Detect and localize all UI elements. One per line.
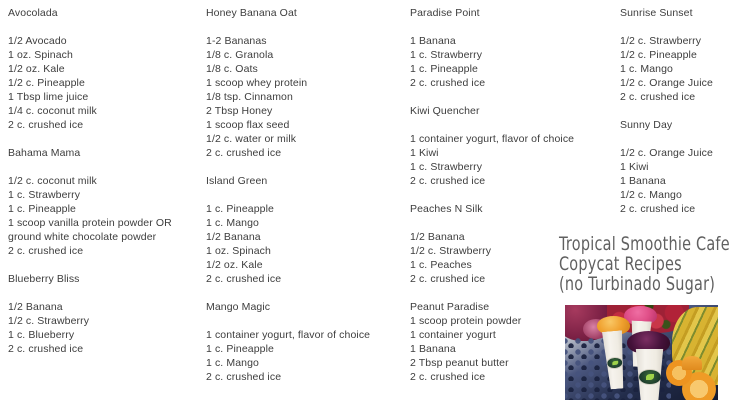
ingredient-line: 1 oz. Spinach [8, 49, 73, 61]
ingredient-line: 2 c. crushed ice [620, 203, 696, 215]
ingredient-line: 1/2 c. Strawberry [410, 245, 492, 257]
blank-line [8, 286, 172, 300]
ingredient-line: 1/2 c. Pineapple [620, 49, 697, 61]
palm-leaf-icon [612, 360, 618, 365]
recipe-block [410, 300, 574, 384]
ingredient-line: 1 c. Pineapple [206, 343, 274, 355]
blank-line [206, 314, 370, 328]
ingredient-line: 1 c. Strawberry [410, 49, 483, 61]
ingredient-line: 1/2 c. Strawberry [620, 35, 702, 47]
ingredient-line: 1 scoop whey protein [206, 77, 308, 89]
recipe-column-1 [8, 6, 172, 370]
recipe-title: Paradise Point [410, 7, 480, 19]
ingredient-line: 1-2 Bananas [206, 35, 267, 47]
ingredient-line: 1 container yogurt, flavor of choice [410, 133, 575, 145]
ingredient-line: 1 c. Mango [620, 63, 673, 75]
ingredient-line: 2 c. crushed ice [410, 273, 486, 285]
recipe-block [206, 6, 370, 160]
ingredient-line: 1 c. Pineapple [8, 203, 76, 215]
recipe-title: Bahama Mama [8, 147, 81, 159]
ingredient-line: 1 c. Mango [206, 357, 259, 369]
ingredient-line: 1/2 c. Strawberry [8, 315, 90, 327]
recipe-block [8, 146, 172, 258]
blank-line [8, 20, 172, 34]
ingredient-line: 1/2 c. Pineapple [8, 77, 85, 89]
blank-line [8, 160, 172, 174]
recipe-title: Avocolada [8, 7, 58, 19]
recipe-title: Peaches N Silk [410, 203, 483, 215]
ingredient-line: 1 c. Peaches [410, 259, 472, 271]
ingredient-line: 1 container yogurt [410, 329, 496, 341]
blank-line [410, 216, 574, 230]
ingredient-line: 2 c. crushed ice [410, 371, 486, 383]
ingredient-line: 1 Banana [410, 343, 456, 355]
ingredient-line: 1 container yogurt, flavor of choice [206, 329, 371, 341]
ingredient-line: 2 c. crushed ice [410, 77, 486, 89]
ingredient-line: 2 c. crushed ice [410, 175, 486, 187]
ingredient-line: 1/8 c. Oats [206, 63, 258, 75]
ingredient-line: 1 Kiwi [620, 161, 649, 173]
ingredient-line: 1/2 c. Orange Juice [620, 147, 713, 159]
ingredient-line: 1 Kiwi [410, 147, 439, 159]
ingredient-line: 2 c. crushed ice [8, 119, 84, 131]
ingredient-line: 1 c. Strawberry [410, 161, 483, 173]
ingredient-line: 1/8 tsp. Cinnamon [206, 91, 293, 103]
ingredient-line: 1/2 Banana [8, 301, 63, 313]
blank-line [410, 20, 574, 34]
ingredient-line: 1 scoop protein powder [410, 315, 522, 327]
orange-wedge [682, 356, 702, 370]
recipe-block [410, 104, 574, 188]
page-title [559, 234, 730, 294]
ingredient-line: 2 c. crushed ice [206, 371, 282, 383]
recipe-column-4 [620, 6, 713, 230]
smoothie-photo [565, 305, 718, 400]
recipe-block [8, 6, 172, 132]
ingredient-line: 1/2 c. coconut milk [8, 175, 97, 187]
ingredient-line: 2 Tbsp Honey [206, 105, 273, 117]
ingredient-line: 1/2 Banana [206, 231, 261, 243]
recipe-title: Blueberry Bliss [8, 273, 80, 285]
ingredient-line: 2 c. crushed ice [8, 245, 84, 257]
recipe-title: Island Green [206, 175, 268, 187]
recipe-block [206, 174, 370, 286]
page-title-line-1: Tropical Smoothie Cafe [559, 233, 730, 255]
cafe-logo-icon [606, 356, 624, 369]
ingredient-line: 1/2 c. water or milk [206, 133, 297, 145]
ingredient-line: 1/2 oz. Kale [206, 259, 263, 271]
blank-line [620, 132, 713, 146]
recipe-block [410, 6, 574, 90]
ingredient-line: 1/2 c. Orange Juice [620, 77, 713, 89]
recipe-title: Peanut Paradise [410, 301, 490, 313]
recipe-title: Sunny Day [620, 119, 673, 131]
ingredient-line: 1/2 oz. Kale [8, 63, 65, 75]
blank-line [206, 20, 370, 34]
recipe-title: Kiwi Quencher [410, 105, 480, 117]
ingredient-line: 2 c. crushed ice [206, 147, 282, 159]
ingredient-line: 1 Banana [620, 175, 666, 187]
ingredient-line: 1 scoop vanilla protein powder OR [8, 217, 172, 229]
ingredient-line: 1/8 c. Granola [206, 49, 274, 61]
ingredient-line: 2 c. crushed ice [8, 343, 84, 355]
recipe-title: Honey Banana Oat [206, 7, 297, 19]
blank-line [620, 20, 713, 34]
recipe-title: Sunrise Sunset [620, 7, 693, 19]
ingredient-line: 1 c. Pineapple [410, 63, 478, 75]
ingredient-line: 1/2 c. Mango [620, 189, 682, 201]
recipe-column-3 [410, 6, 574, 398]
blank-line [206, 188, 370, 202]
ingredient-line: 2 c. crushed ice [206, 273, 282, 285]
ingredient-line: 1 c. Mango [206, 217, 259, 229]
ingredient-line: 1 c. Strawberry [8, 189, 81, 201]
cafe-logo-icon [638, 369, 662, 385]
recipe-block [410, 202, 574, 286]
ingredient-line: 1/2 Banana [410, 231, 465, 243]
ingredient-line: 1/2 Avocado [8, 35, 67, 47]
recipe-block [620, 118, 713, 216]
recipe-title: Mango Magic [206, 301, 271, 313]
recipe-block [8, 272, 172, 356]
ingredient-line: 1/4 c. coconut milk [8, 105, 97, 117]
ingredient-line: 1 Banana [410, 35, 456, 47]
ingredient-line: 1 Tbsp lime juice [8, 91, 89, 103]
ingredient-line: 1 scoop flax seed [206, 119, 290, 131]
ingredient-line: 2 c. crushed ice [620, 91, 696, 103]
page-title-line-3: (no Turbinado Sugar) [559, 273, 716, 295]
ingredient-line: 1 c. Pineapple [206, 203, 274, 215]
palm-leaf-icon [646, 374, 655, 380]
page-title-line-2: Copycat Recipes [559, 253, 682, 275]
recipe-block [206, 300, 370, 384]
ingredient-line: ground white chocolate powder [8, 231, 157, 243]
blank-line [410, 118, 574, 132]
ingredient-line: 2 Tbsp peanut butter [410, 357, 509, 369]
recipe-column-2 [206, 6, 370, 398]
ingredient-line: 1 oz. Spinach [206, 245, 271, 257]
recipe-block [620, 6, 713, 104]
ingredient-line: 1 c. Blueberry [8, 329, 75, 341]
